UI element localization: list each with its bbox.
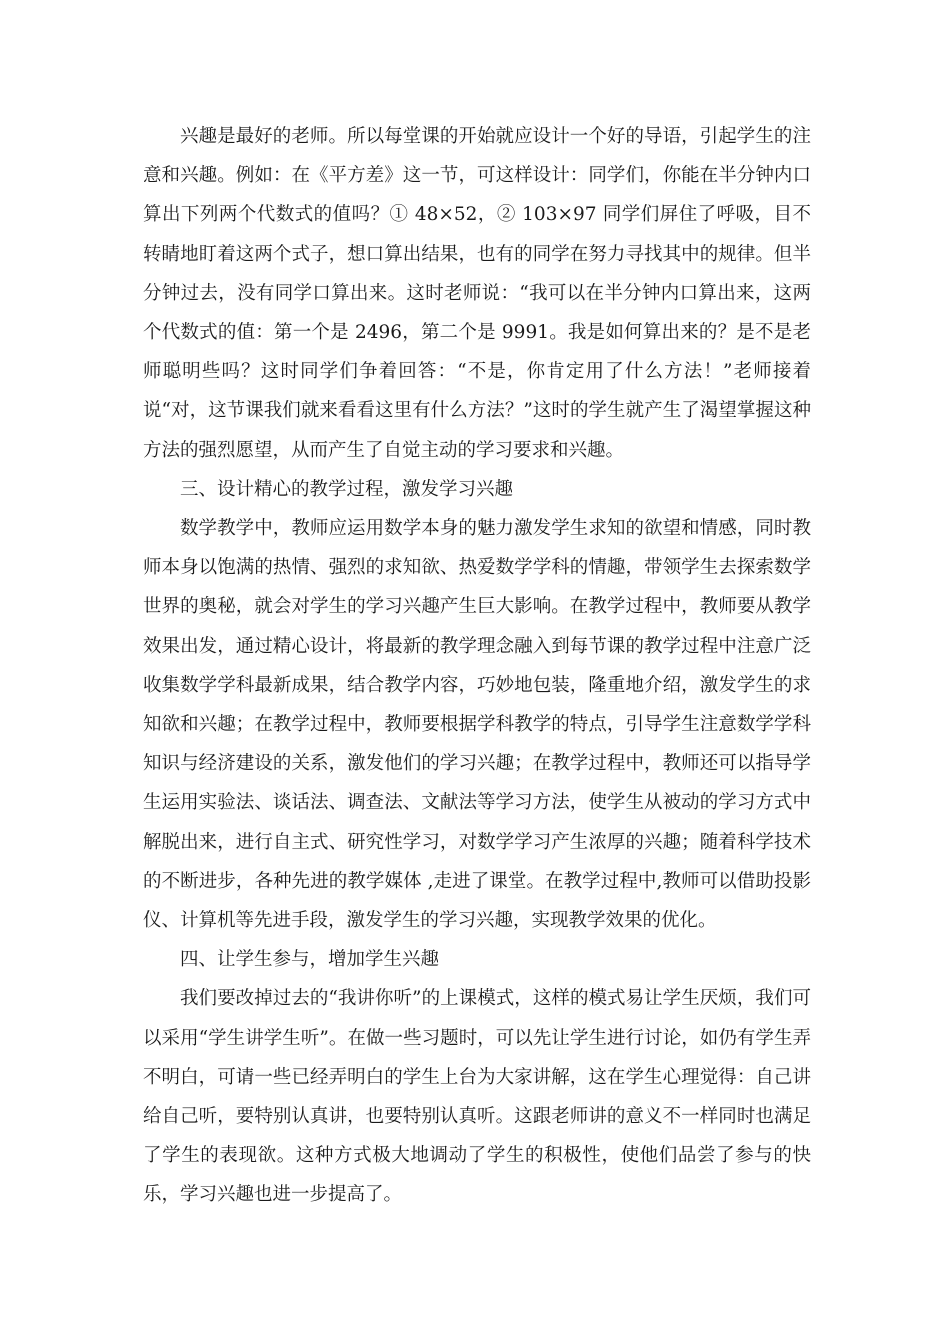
section-heading-4: 四、让学生参与，增加学生兴趣 xyxy=(180,949,440,971)
paragraph-teaching-process: 数学教学中，教师应运用数学本身的魅力激发学生求知的欲望和情感，同时教师本身以饱满的热情、强烈的求知欲、热爱数学学科的情趣，带领学生去探索数学世界的奥秘，就会对学生的学习兴趣产生巨大影响。在教学过程中，教师要从教学效果出发，通过精心设计，将最新的教学理念融入到每节课的教学过程中注意广泛收集数学学科最新成果，结合教学内容，巧妙地包装，隆重地介绍，激发学生的求知欲和兴趣；在教学过程中，教师要根据学科教学的特点，引导学生注意数学学科知识与经济建设的关系，激发他们的学习兴趣；在教学过程中，教师还可以指导学生运用实验法、谈话法、调查法、文献法等学习方法，使学生从被动的学习方式中解脱出来，进行自主式、研究性学习，对数学学习产生浓厚的兴趣；随着科学技术的不断进步，各种先进的教学媒体 ,走进了课堂。在教学过程中,教师可以借助投影仪、计算机等先进手段，激发学生的学习兴趣，实现教学效果的优化。 xyxy=(143,518,811,932)
document-body xyxy=(143,117,811,1215)
paragraph-student-participation: 我们要改掉过去的“我讲你听”的上课模式，这样的模式易让学生厌烦，我们可以采用“学生讲学生听”。在做一些习题时，可以先让学生进行讨论，如仍有学生弄不明白，可请一些已经弄明白的学生上台为大家讲解，这在学生心理觉得：自己讲给自己听，要特别认真讲，也要特别认真听。这跟老师讲的意义不一样同时也满足了学生的表现欲。这种方式极大地调动了学生的积极性，使他们品尝了参与的快乐，学习兴趣也进一步提高了。 xyxy=(143,988,811,1206)
paragraph-introduction-hook: 兴趣是最好的老师。所以每堂课的开始就应设计一个好的导语，引起学生的注意和兴趣。例如：在《平方差》这一节，可这样设计：同学们，你能在半分钟内口算出下列两个代数式的值吗？① 48×52，② 103×97 同学们屏住了呼吸，目不转睛地盯着这两个式子，想口算出结果，也有的同学在努力寻找其中的规律。但半分钟过去，没有同学口算出来。这时老师说：“我可以在半分钟内口算出来，这两个代数式的值：第一个是 2496，第二个是 9991。我是如何算出来的？是不是老师聪明些吗？这时同学们争着回答：“不是，你肯定用了什么方法！”老师接着说“对，这节课我们就来看看这里有什么方法？”这时的学生就产生了渴望掌握这种方法的强烈愿望，从而产生了自觉主动的学习要求和兴趣。 xyxy=(143,126,811,461)
section-heading-3: 三、设计精心的教学过程，激发学习兴趣 xyxy=(180,478,514,500)
